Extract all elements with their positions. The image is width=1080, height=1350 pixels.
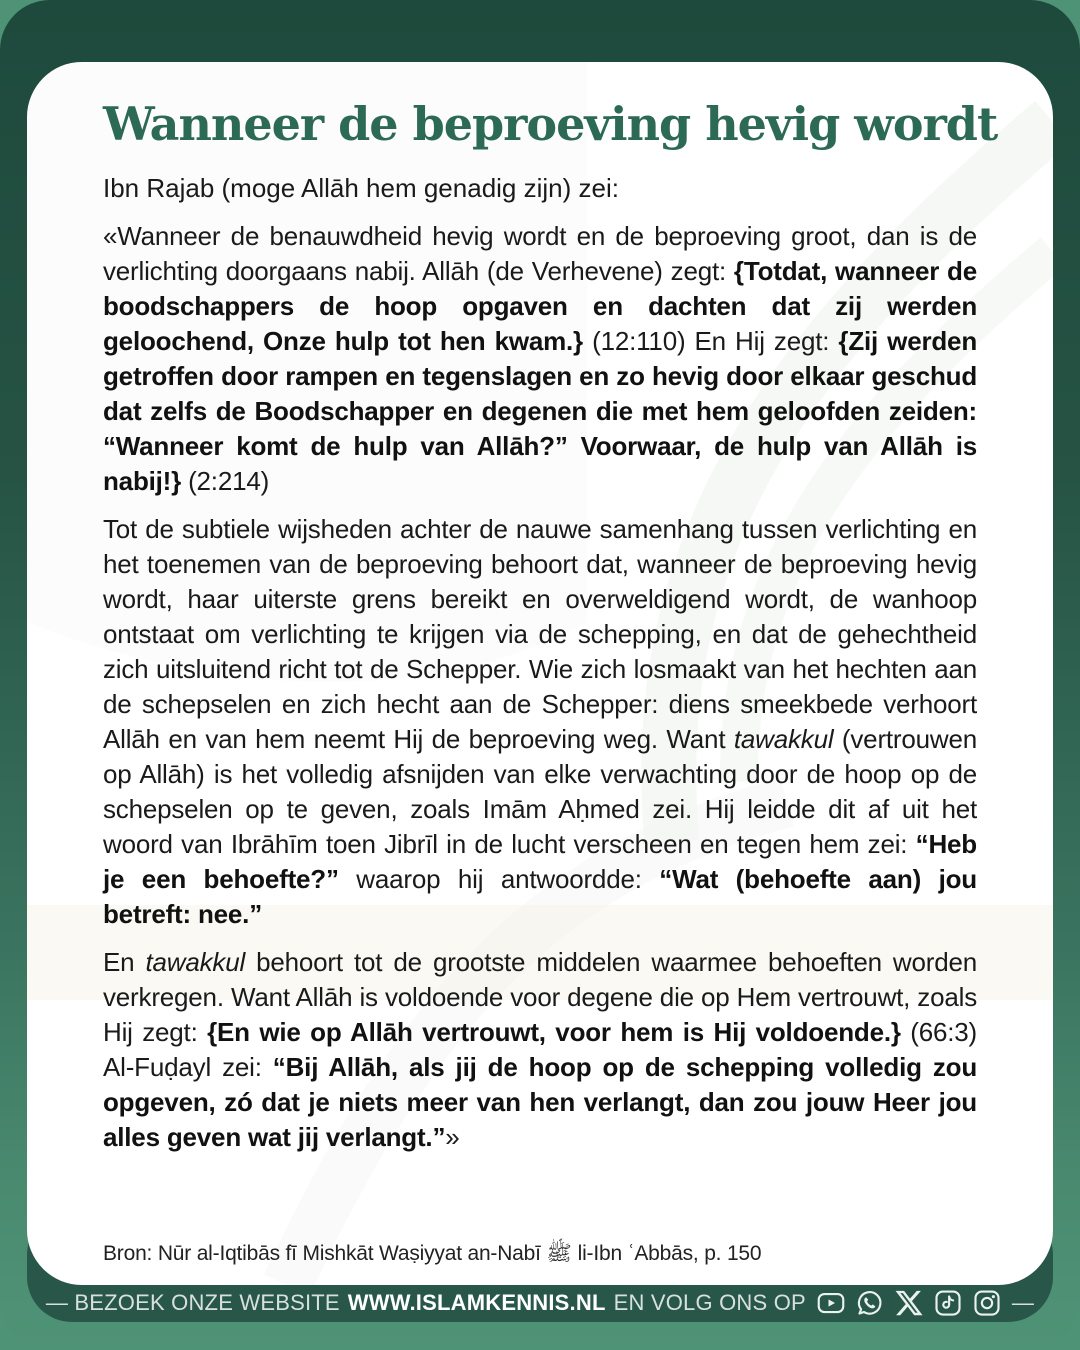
footer-prefix-text: — BEZOEK ONZE WEBSITE [45,1289,340,1315]
footer-website-link[interactable]: WWW.ISLAMKENNIS.NL [347,1289,606,1315]
page-title: Wanneer de beproeving hevig wordt [103,97,998,151]
tiktok-icon[interactable] [933,1288,963,1318]
paragraph: En tawakkul behoort tot de grootste middelen waarmee behoeften worden verkregen. Want Allāh is voldoende voor degene die op Hem vertrouwt, zoals Hij zegt: {En wie op Allāh vertrouwt, voor hem is Hij voldoende.} (66:3) Al-Fuḍayl zei: “Bij Allāh, als jij de hoop op de schepping volledig zou opgeven, zó dat je niets meer van hen verlangt, dan zou jouw Heer jou alles geven wat jij verlangt.”» [103,946,978,1152]
card-content [27,62,1053,1285]
footer-end-dash: — [1011,1289,1035,1315]
intro-line: Ibn Rajab (moge Allāh hem genadig zijn) zei: [103,172,619,203]
footer-bar [27,1283,1053,1322]
paragraph: «Wanneer de benauwdheid hevig wordt en de beproeving groot, dan is de verlichting doorgaans nabij. Allāh (de Verhevene) zegt: {Totdat, wanneer de boodschappers de hoop opgaven en dachten dat zij werden geloochend, Onze hulp tot hen kwam.} (12:110) En Hij zegt: {Zij werden getroffen door rampen en tegenslagen en zo hevig door elkaar geschud dat zelfs de Boodschapper en degenen die met hem geloofden zeiden: “Wanneer komt de hulp van Allāh?” Voorwaar, de hulp van Allāh is nabij!} (2:214) [103,220,977,496]
x-icon[interactable] [894,1288,924,1318]
youtube-icon[interactable] [816,1288,846,1318]
quote-card [27,62,1053,1285]
social-icons [816,1288,1002,1318]
paragraph: Tot de subtiele wijsheden achter de nauwe samenhang tussen verlichting en het toenemen van de beproeving behoort dat, wanneer de beproeving hevig wordt, haar uiterste grens bereikt en overweldigend wordt, de wanhoop ontstaat om verlichting te krijgen via de schepping, en dat de gehechtheid zich uitsluitend richt tot de Schepper. Wie zich losmaakt van het hechten aan de schepselen en zich hecht aan de Schepper: diens smeekbede verhoort Allāh en van hem neemt Hij de beproeving weg. Want tawakkul (vertrouwen op Allāh) is het volledig afsnijden van elke verwachting door de hoop op de schepselen op te geven, zoals Imām Aḥmed zei. Hij leidde dit af uit het woord van Ibrāhīm toen Jibrīl in de lucht verscheen en tegen hem zei: “Heb je een behoefte?” waarop hij antwoordde: “Wat (behoefte aan) jou betreft: nee.” [103,513,977,929]
source-line: Bron: Nūr al-Iqtibās fī Mishkāt Waṣiyyat an-Nabī ﷺ li-Ibn ʿAbbās, p. 150 [103,1242,762,1265]
whatsapp-icon[interactable] [855,1288,885,1318]
paragraphs [103,219,977,1155]
footer-suffix-text: EN VOLG ONS OP [613,1289,806,1315]
instagram-icon[interactable] [972,1288,1002,1318]
